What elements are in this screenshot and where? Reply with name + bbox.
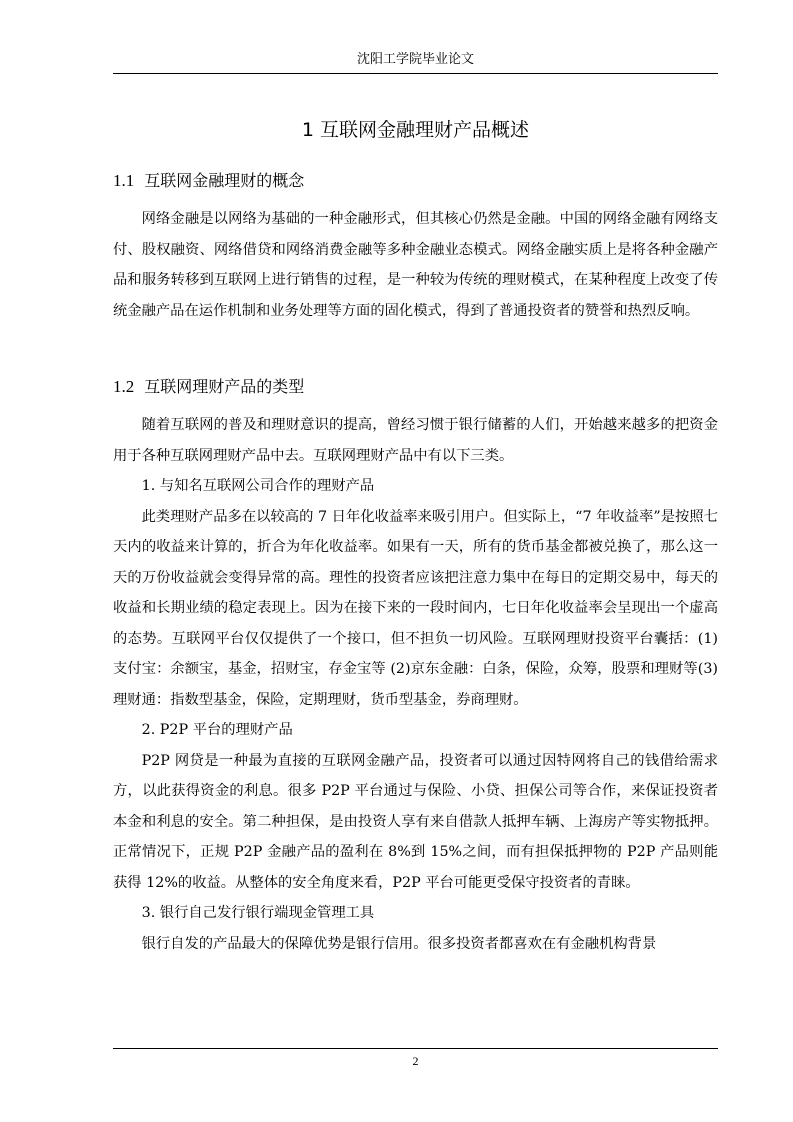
section-1-1-body — [113, 204, 718, 326]
section-heading-1-2 — [113, 375, 718, 399]
section-title-text: 互联网金融理财的概念 — [144, 171, 305, 190]
section-1-2-body — [113, 410, 718, 959]
paragraph: 随着互联网的普及和理财意识的提高，曾经习惯于银行储蓄的人们，开始越来越多的把资金用于各种互联网理财产品中去。互联网理财产品中有以下三类。 — [113, 417, 718, 464]
list-item-heading: 2. P2P 平台的理财产品 — [141, 722, 293, 738]
paragraph: 网络金融是以网络为基础的一种金融形式，但其核心仍然是金融。中国的网络金融有网络支付、股权融资、网络借贷和网络消费金融等多种金融业态模式。网络金融实质上是将各种金融产品和服务转移到互联网上进行销售的过程，是一种较为传统的理财模式，在某种程度上改变了传统金融产品在运作机制和业务处理等方面的固化模式，得到了普通投资者的赞誉和热烈反响。 — [113, 211, 718, 319]
list-item-heading: 1. 与知名互联网公司合作的理财产品 — [141, 478, 375, 494]
section-number: 1.1 — [113, 171, 135, 190]
section-number: 1.2 — [113, 377, 135, 396]
list-item-heading: 3. 银行自己发行银行端现金管理工具 — [141, 905, 375, 921]
paragraph: 此类理财产品多在以较高的 7 日年化收益率来吸引用户。但实际上，“7 年收益率”是按照七天内的收益来计算的，折合为年化收益率。如果有一天，所有的货币基金都被兑换了，那么这一天的万份收益就会变得异常的高。理性的投资者应该把注意力集中在每日的定期交易中，每天的收益和长期业绩的稳定表现上。因为在接下来的一段时间内，七日年化收益率会呈现出一个虚高的态势。互联网平台仅仅提供了一个接口，但不担负一切风险。互联网理财投资平台囊括：(1)支付宝：余额宝，基金，招财宝，存金宝等 (2)京东金融：白条，保险，众筹，股票和理财等(3)理财通：指数型基金，保险，定期理财，货币型基金，券商理财。 — [113, 508, 718, 708]
paragraph: P2P 网贷是一种最为直接的互联网金融产品，投资者可以通过因特网将自己的钱借给需求方，以此获得资金的利息。很多 P2P 平台通过与保险、小贷、担保公司等合作，来保证投资者本金和利息的安全。第二种担保，是由投资人享有来自借款人抵押车辆、上海房产等实物抵押。正常情况下，正规 P2P 金融产品的盈利在 8%到 15%之间，而有担保抵押物的 P2P 产品则能获得 12%的收益。从整体的安全角度来看，P2P 平台可能更受保守投资者的青睐。 — [113, 752, 718, 891]
footer-rule — [113, 1048, 718, 1049]
section-title-text: 互联网理财产品的类型 — [144, 377, 305, 396]
paragraph: 银行自发的产品最大的保障优势是银行信用。很多投资者都喜欢在有金融机构背景 — [141, 935, 657, 952]
section-heading-1-1 — [113, 169, 718, 193]
header-rule — [113, 73, 718, 74]
page-number: 2 — [412, 1054, 419, 1068]
running-header: 沈阳工学院毕业论文 — [356, 52, 474, 67]
chapter-title: 1 互联网金融理财产品概述 — [301, 119, 530, 141]
